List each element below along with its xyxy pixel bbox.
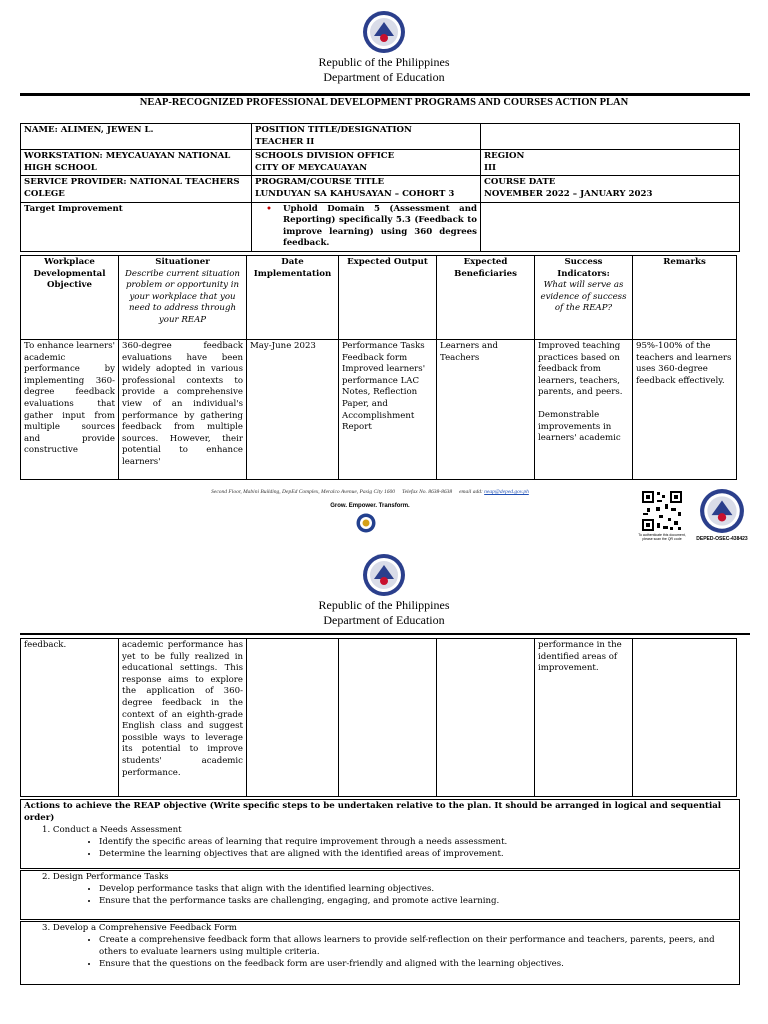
tagline: Grow. Empower. Transform. xyxy=(330,503,410,509)
target-value-cell xyxy=(252,202,481,251)
info-table xyxy=(20,123,740,252)
header-indicators xyxy=(535,256,633,340)
bullet-icon: • xyxy=(266,203,272,214)
republic-heading: Republic of the Philippines xyxy=(318,598,450,612)
course-date-cell xyxy=(481,176,740,202)
situationer-label: Situationer xyxy=(155,257,210,267)
deped-seal-small-icon xyxy=(699,488,745,534)
program-label: PROGRAM/COURSE TITLE xyxy=(255,177,385,188)
step-item: • Determine the learning objectives that are aligned with the identified areas of improvement. xyxy=(99,848,739,860)
program-cell xyxy=(252,176,481,202)
header-rule xyxy=(20,93,750,96)
document-title: NEAP-RECOGNIZED PROFESSIONAL DEVELOPMENT PROGRAMS AND COURSES ACTION PLAN xyxy=(139,97,629,108)
footer-address xyxy=(100,489,640,495)
deped-seal-icon xyxy=(362,553,406,597)
bagong-pilipinas-logo-icon xyxy=(356,513,376,533)
situationer-cell: academic performance has yet to be fully realized in educational settings. This response aims to explore the application of 360-degree feedback in the context of an eighth-grade English class and suggest possible ways to leverage its potential to improve students' academic performance. xyxy=(119,639,247,797)
division-cell xyxy=(252,150,481,176)
header-situationer xyxy=(119,256,247,340)
objective-cell: feedback. xyxy=(21,639,119,797)
header-rule xyxy=(20,633,750,635)
region-label: REGION xyxy=(484,151,525,162)
workstation-cell: WORKSTATION: MEYCAUAYAN NATIONAL HIGH SCHOOL xyxy=(21,150,252,176)
republic-heading: Republic of the Philippines xyxy=(318,55,450,69)
actions-step-2 xyxy=(20,870,740,920)
target-label-cell: Target Improvement xyxy=(21,202,252,251)
output-cell: Performance Tasks Feedback form Improved learners' performance LAC Notes, Reflection Paper, and Accomplishment Report xyxy=(339,340,437,480)
qr-caption: To authenticate this document, please scan the QR code xyxy=(638,533,686,541)
remarks-cell: 95%-100% of the teachers and learners uses 360-degree feedback effectively. xyxy=(633,340,737,480)
objective-cell: To enhance learners' academic performance by implementing 360-degree feedback evaluations that gather input from multiple sources and provide constructive xyxy=(21,340,119,480)
position-label: POSITION TITLE/DESIGNATION xyxy=(255,125,412,135)
step-list xyxy=(21,836,739,860)
step-title: 1. Conduct a Needs Assessment xyxy=(42,825,182,835)
target-value: Uphold Domain 5 (Assessment and Reporting) specifically 5.3 (Feedback to improve learning) using 360 degrees feedback. xyxy=(283,203,477,249)
header-date: Date Implementation xyxy=(247,256,339,340)
email-link[interactable]: neap@deped.gov.ph xyxy=(484,489,529,495)
name-cell: NAME: ALIMEN, JEWEN L. xyxy=(21,124,252,150)
deped-seal-icon xyxy=(362,10,406,54)
region-value: III xyxy=(484,162,497,173)
step-list xyxy=(21,934,739,970)
actions-section xyxy=(20,799,740,869)
beneficiaries-cell xyxy=(437,639,535,797)
indicators-text: Improved teaching practices based on feedback from learners, teachers, parents, and peers. xyxy=(538,341,623,398)
step-title: 3. Develop a Comprehensive Feedback Form xyxy=(42,923,237,933)
division-value: CITY OF MEYCAUAYAN xyxy=(255,162,368,173)
step-item: • Ensure that the questions on the feedback form are user-friendly and aligned with the learning objectives. xyxy=(99,958,739,970)
indicators-cell: performance in the identified areas of improvement. xyxy=(535,639,633,797)
department-heading: Department of Education xyxy=(323,613,445,627)
qr-code-icon[interactable] xyxy=(641,490,683,532)
situationer-sub: Describe current situation problem or opportunity in your workplace that you need to address through your REAP xyxy=(125,268,240,325)
indicators-label: Success Indicators: xyxy=(557,257,610,279)
header-beneficiaries: Expected Beneficiaries xyxy=(437,256,535,340)
indicators-sub: What will serve as evidence of success of the REAP? xyxy=(540,280,627,314)
step-item: • Develop performance tasks that align with the identified learning objectives. xyxy=(99,883,739,895)
date-cell: May-June 2023 xyxy=(247,340,339,480)
indicators-text-2: Demonstrable improvements in learners' academic xyxy=(538,409,621,444)
step-list xyxy=(21,883,739,907)
beneficiaries-cell: Learners and Teachers xyxy=(437,340,535,480)
course-date-value: NOVEMBER 2022 – JANUARY 2023 xyxy=(484,188,653,199)
course-date-label: COURSE DATE xyxy=(484,177,556,188)
address-text: Second Floor, Mabini Building, DepEd Complex, Meralco Avenue, Pasig City 1600   Telefax No. 8638-8638   email add: xyxy=(211,489,483,495)
date-cell xyxy=(247,639,339,797)
cert-number: DEPED-OSEC-438423 xyxy=(696,536,748,542)
empty-cell xyxy=(481,202,740,251)
header-remarks: Remarks xyxy=(633,256,737,340)
department-heading: Department of Education xyxy=(323,70,445,84)
plan-table-page2 xyxy=(20,638,737,797)
header-output: Expected Output xyxy=(339,256,437,340)
header-objective: Workplace Developmental Objective xyxy=(21,256,119,340)
empty-cell xyxy=(481,124,740,150)
step-item: • Create a comprehensive feedback form that allows learners to provide self-reflection on their performance and teachers, parents, peers, and others to evaluate learners using multiple criteria. xyxy=(99,934,739,958)
step-item: • Ensure that the performance tasks are challenging, engaging, and promote active learning. xyxy=(99,895,739,907)
situationer-cell: 360-degree feedback evaluations have been widely adopted in various professional contexts to provide a comprehensive view of an individual's performance by gathering feedback from multiple sources. However, their potential to enhance learners' xyxy=(119,340,247,480)
position-value: TEACHER II xyxy=(255,136,315,147)
output-cell xyxy=(339,639,437,797)
step-title: 2. Design Performance Tasks xyxy=(42,872,169,882)
region-cell xyxy=(481,150,740,176)
program-value: LUNDUYAN SA KAHUSAYAN – COHORT 3 xyxy=(255,188,455,199)
position-cell xyxy=(252,124,481,150)
actions-step-3 xyxy=(20,921,740,985)
actions-heading: Actions to achieve the REAP objective (Write specific steps to be undertaken relative to the plan. It should be arranged in logical and sequential order) xyxy=(24,801,722,823)
indicators-cell xyxy=(535,340,633,480)
remarks-cell xyxy=(633,639,737,797)
division-label: SCHOOLS DIVISION OFFICE xyxy=(255,151,395,162)
provider-cell: SERVICE PROVIDER: NATIONAL TEACHERS COLEGE xyxy=(21,176,252,202)
plan-table-page1 xyxy=(20,255,737,480)
step-item: • Identify the specific areas of learning that require improvement through a needs assessment. xyxy=(99,836,739,848)
